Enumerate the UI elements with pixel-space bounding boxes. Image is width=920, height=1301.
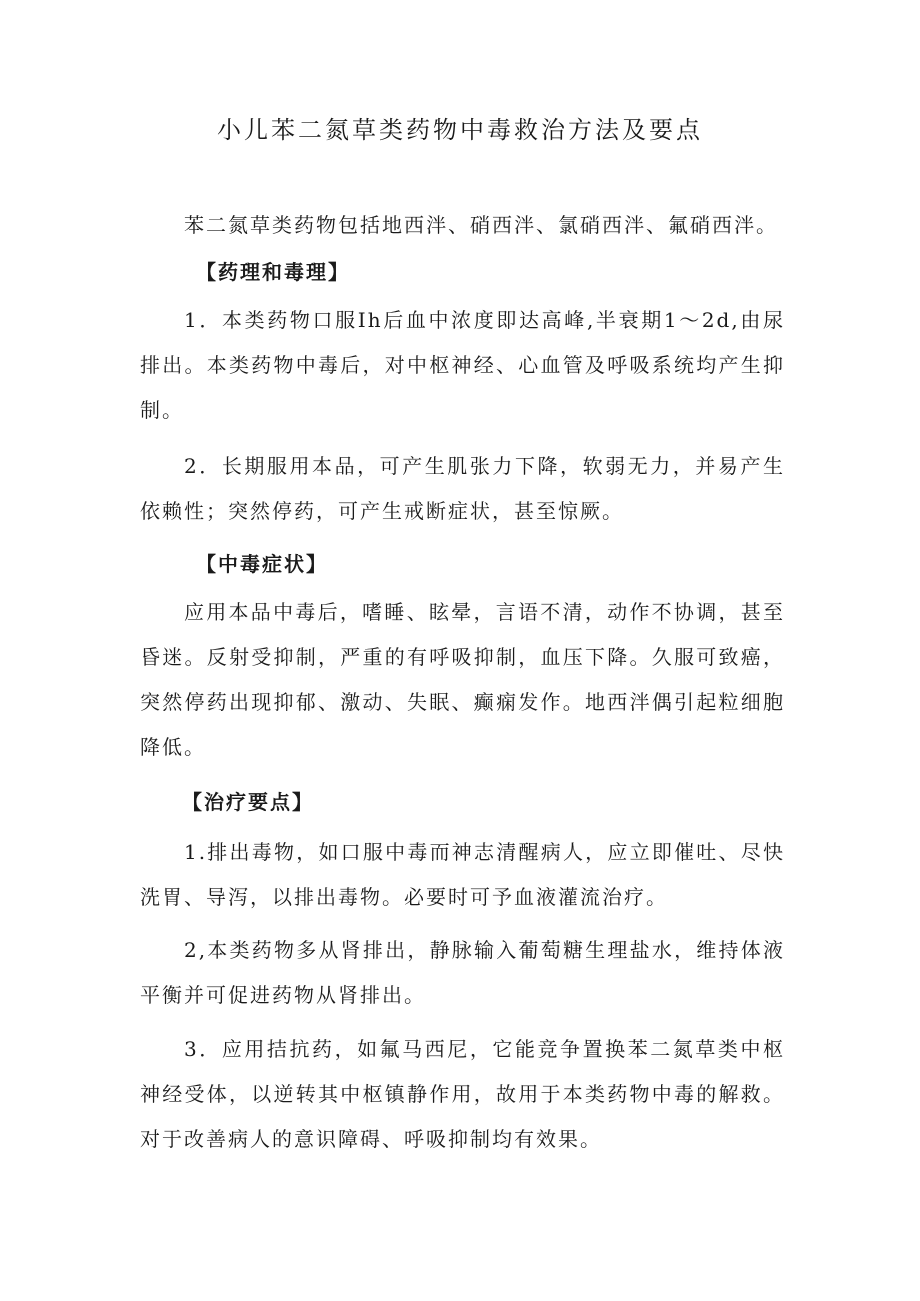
section-heading-treatment: 【治疗要点】 — [182, 790, 314, 814]
document-title: 小儿苯二氮草类药物中毒救治方法及要点 — [217, 116, 703, 144]
symptoms-paragraph: 应用本品中毒后，嗜睡、眩晕，言语不清，动作不协调，甚至昏迷。反射受抑制，严重的有呼吸抑制，血压下降。久服可致癌，突然停药出现抑郁、激动、失眠、癫痫发作。地西泮偶引起粒细胞降低。 — [140, 600, 785, 759]
pharmacology-paragraph-2: 2．长期服用本品，可产生肌张力下降，软弱无力，并易产生依赖性；突然停药，可产生戒断症状，甚至惊厥。 — [140, 454, 785, 523]
treatment-paragraph-2: 2,本类药物多从肾排出，静脉输入葡萄糖生理盐水，维持体液平衡并可促进药物从肾排出。 — [140, 938, 785, 1007]
treatment-paragraph-3: 3．应用拮抗药，如氟马西尼，它能竞争置换苯二氮草类中枢神经受体，以逆转其中枢镇静作用，故用于本类药物中毒的解救。对于改善病人的意识障碍、呼吸抑制均有效果。 — [140, 1037, 785, 1151]
section-heading-pharmacology: 【药理和毒理】 — [196, 260, 350, 284]
pharmacology-paragraph-1: 1．本类药物口服Ih后血中浓度即达高峰,半衰期1～2d,由尿排出。本类药物中毒后，对中枢神经、心血管及呼吸系统均产生抑制。 — [140, 308, 785, 422]
section-heading-symptoms: 【中毒症状】 — [196, 552, 328, 576]
treatment-paragraph-1: 1.排出毒物，如口服中毒而神志清醒病人，应立即催吐、尽快洗胃、导泻，以排出毒物。必要时可予血液灌流治疗。 — [140, 840, 785, 909]
intro-paragraph: 苯二氮草类药物包括地西泮、硝西泮、氯硝西泮、氟硝西泮。 — [184, 213, 778, 237]
